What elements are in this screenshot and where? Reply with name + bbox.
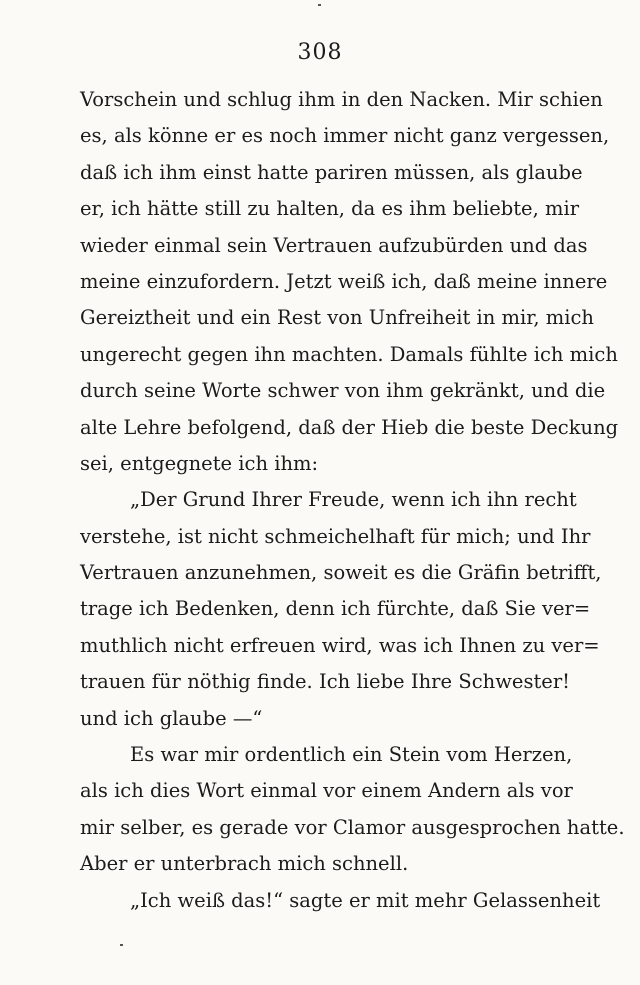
- text-line: „Ich weiß das!“ sagte er mit mehr Gelassenheit: [130, 888, 601, 912]
- text-line: meine einzufordern. Jetzt weiß ich, daß meine innere: [80, 269, 608, 293]
- body-text: [80, 82, 625, 919]
- text-line: und ich glaube —“: [80, 706, 263, 730]
- text-line: ungerecht gegen ihn machten. Damals fühlte ich mich: [80, 342, 618, 366]
- text-line: wieder einmal sein Vertrauen aufzubürden und das: [80, 233, 588, 257]
- text-line: Vorschein und schlug ihm in den Nacken. Mir schien: [80, 88, 603, 111]
- text-line: trauen für nöthig finde. Ich liebe Ihre Schwester!: [80, 670, 570, 694]
- text-line: trage ich Bedenken, denn ich fürchte, daß Sie ver=: [80, 597, 591, 621]
- text-line: als ich dies Wort einmal vor einem Andern als vor: [80, 779, 573, 803]
- text-line: muthlich nicht erfreuen wird, was ich Ihnen zu ver=: [80, 633, 600, 657]
- text-line: durch seine Worte schwer von ihm gekränkt, und die: [80, 379, 606, 403]
- text-line: Vertrauen anzunehmen, soweit es die Gräfin betrifft,: [80, 561, 602, 585]
- text-line: „Der Grund Ihrer Freude, wenn ich ihn recht: [130, 488, 577, 512]
- text-line: verstehe, ist nicht schmeichelhaft für mich; und Ihr: [80, 524, 591, 548]
- text-line: daß ich ihm einst hatte pariren müssen, als glaube: [80, 160, 583, 184]
- text-line: mir selber, es gerade vor Clamor ausgesprochen hatte.: [80, 815, 625, 839]
- text-line: sei, entgegnete ich ihm:: [80, 451, 319, 475]
- print-speck: [318, 4, 321, 6]
- text-line: Aber er unterbrach mich schnell.: [80, 852, 409, 876]
- page-number: 308: [297, 40, 343, 65]
- text-line: es, als könne er es noch immer nicht ganz vergessen,: [80, 124, 610, 148]
- print-speck: [120, 944, 123, 946]
- text-line: alte Lehre befolgend, daß der Hieb die beste Deckung: [80, 415, 619, 439]
- text-line: Gereiztheit und ein Rest von Unfreiheit in mir, mich: [80, 306, 594, 330]
- text-line: er, ich hätte still zu halten, da es ihm beliebte, mir: [80, 197, 580, 221]
- text-line: Es war mir ordentlich ein Stein vom Herzen,: [130, 743, 573, 767]
